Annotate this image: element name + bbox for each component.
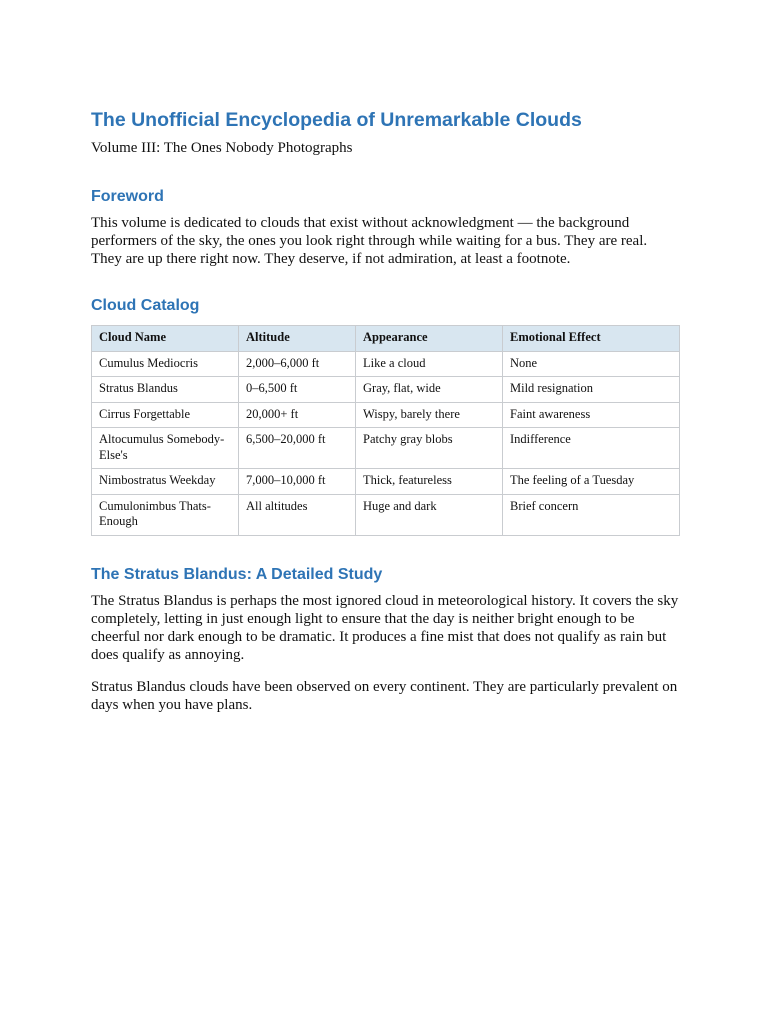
foreword-heading: Foreword [91,188,164,205]
table-row [92,402,680,428]
cell-emotional-effect: Brief concern [503,494,680,535]
document-title: The Unofficial Encyclopedia of Unremarkable Clouds [91,109,582,131]
cell-altitude: 2,000–6,000 ft [239,351,356,377]
document-page [91,106,679,714]
cell-cloud-name: Cirrus Forgettable [92,402,239,428]
table-row [92,469,680,495]
document-subtitle: Volume III: The Ones Nobody Photographs [91,140,353,156]
study-paragraph-1: The Stratus Blandus is perhaps the most ignored cloud in meteorological history. It covers the sky completely, letting in just enough light to ensure that the day is neither bright enough to be cheerful nor dark enough to be dramatic. It produces a fine mist that does not qualify as rain but does qualify as annoying. [91,592,679,663]
cell-appearance: Huge and dark [356,494,503,535]
study-heading: The Stratus Blandus: A Detailed Study [91,565,383,583]
table-row [92,494,680,535]
column-header-emotional-effect: Emotional Effect [503,326,680,352]
cell-cloud-name: Cumulus Mediocris [92,351,239,377]
table-header-row [92,326,680,352]
cell-appearance: Patchy gray blobs [356,428,503,469]
column-header-altitude: Altitude [239,326,356,352]
catalog-heading: Cloud Catalog [91,297,200,314]
cell-appearance: Wispy, barely there [356,402,503,428]
cell-emotional-effect: None [503,351,680,377]
table-row [92,351,680,377]
foreword-paragraph: This volume is dedicated to clouds that exist without acknowledgment — the background performers of the sky, the ones you look right through while waiting for a bus. They are real. They are up there right now. They deserve, if not admiration, at least a footnote. [91,215,648,267]
study-paragraph-2: Stratus Blandus clouds have been observed on every continent. They are particularly prevalent on days when you have plans. [91,678,678,713]
cell-altitude: 20,000+ ft [239,402,356,428]
cell-cloud-name: Altocumulus Somebody-Else's [92,428,239,469]
cell-cloud-name: Stratus Blandus [92,377,239,403]
column-header-cloud-name: Cloud Name [92,326,239,352]
cloud-catalog-table [91,325,680,536]
column-header-appearance: Appearance [356,326,503,352]
cell-appearance: Thick, featureless [356,469,503,495]
table-row [92,428,680,469]
cell-altitude: All altitudes [239,494,356,535]
cell-altitude: 0–6,500 ft [239,377,356,403]
cell-altitude: 7,000–10,000 ft [239,469,356,495]
cell-cloud-name: Nimbostratus Weekday [92,469,239,495]
cell-emotional-effect: Indifference [503,428,680,469]
cell-emotional-effect: The feeling of a Tuesday [503,469,680,495]
cell-appearance: Gray, flat, wide [356,377,503,403]
cell-cloud-name: Cumulonimbus Thats-Enough [92,494,239,535]
cell-altitude: 6,500–20,000 ft [239,428,356,469]
cell-emotional-effect: Faint awareness [503,402,680,428]
cell-emotional-effect: Mild resignation [503,377,680,403]
table-row [92,377,680,403]
cell-appearance: Like a cloud [356,351,503,377]
